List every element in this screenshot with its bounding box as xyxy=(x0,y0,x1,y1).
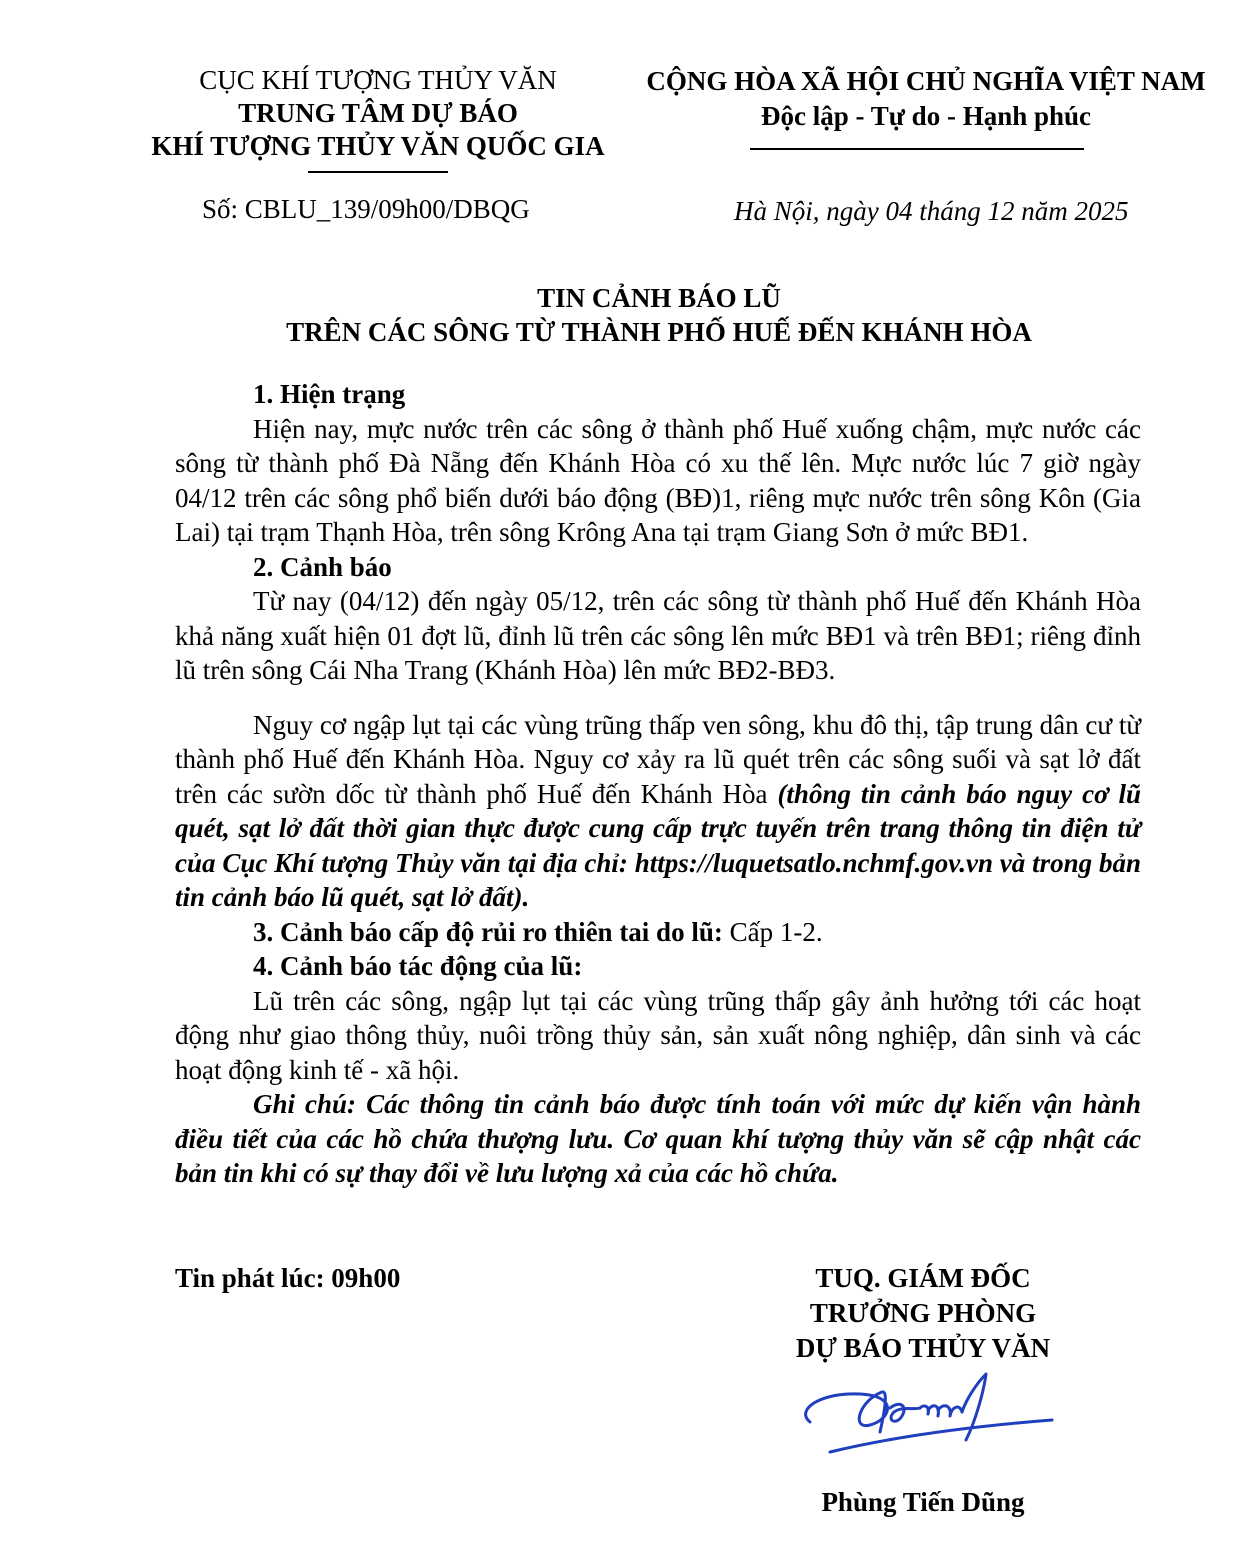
document-date: Hà Nội, ngày 04 tháng 12 năm 2025 xyxy=(734,196,1129,226)
section-2-heading: 2. Cảnh báo xyxy=(253,551,392,582)
agency-parent: CỤC KHÍ TƯỢNG THỦY VĂN xyxy=(199,65,557,95)
section-3 xyxy=(175,915,1141,950)
section-1-body: Hiện nay, mực nước trên các sông ở thành phố Huế xuống chậm, mực nước các sông từ thành phố Đà Nẵng đến Khánh Hòa có xu thế lên. Mực nước lúc 7 giờ ngày 04/12 trên các sông phổ biến dưới báo động (BĐ)1, riêng mực nước trên sông Kôn (Gia Lai) tại trạm Thạnh Hòa, trên sông Krông Ana tại trạm Giang Sơn ở mức BĐ1. xyxy=(175,413,1141,547)
title-line-2: TRÊN CÁC SÔNG TỪ THÀNH PHỐ HUẾ ĐẾN KHÁNH HÒA xyxy=(286,317,1032,347)
agency-center: TRUNG TÂM DỰ BÁO xyxy=(238,98,518,128)
document-number: Số: CBLU_139/09h00/DBQG xyxy=(202,194,530,224)
document-body xyxy=(175,377,1141,1191)
section-2-paragraph-2 xyxy=(175,708,1141,915)
national-motto xyxy=(626,64,1226,134)
document-title xyxy=(0,281,1258,349)
flash-flood-info-note: (thông tin cảnh báo nguy cơ lũ quét, sạt lở đất thời gian thực được cung cấp trực tuyến trên trang thông tin điện tử của Cục Khí tượng Thủy văn tại địa chỉ: https://luquetsatlo.nchmf.gov.vn và trong bản tin cảnh báo lũ quét, sạt lở đất). xyxy=(175,778,1141,912)
title-line-1: TIN CẢNH BÁO LŨ xyxy=(537,283,781,313)
signatory-title xyxy=(760,1261,1086,1366)
handwritten-signature xyxy=(790,1370,1060,1475)
issuing-agency xyxy=(120,64,636,163)
note: Ghi chú: Các thông tin cảnh báo được tính toán với mức dự kiến vận hành điều tiết của các hồ chứa thượng lưu. Cơ quan khí tượng thủy văn sẽ cập nhật các bản tin khi có sự thay đổi về lưu lượng xả của các hồ chứa. xyxy=(175,1089,1141,1188)
signer-name: Phùng Tiến Dũng xyxy=(821,1487,1025,1517)
agency-center-name: KHÍ TƯỢNG THỦY VĂN QUỐC GIA xyxy=(151,131,605,161)
risk-text: Nguy cơ ngập lụt tại các vùng trũng thấp ven sông, khu đô thị, tập trung dân cư từ thành phố Huế đến Khánh Hòa. Nguy cơ xảy ra lũ quét trên các sông suối và sạt lở đất trên các sườn dốc từ thành phố Huế đến Khánh Hòa xyxy=(175,709,1141,809)
agency-underline xyxy=(308,171,448,173)
signatory-line-1: TUQ. GIÁM ĐỐC xyxy=(815,1263,1031,1293)
country-name: CỘNG HÒA XÃ HỘI CHỦ NGHĨA VIỆT NAM xyxy=(646,66,1206,96)
motto-underline xyxy=(750,148,1084,150)
risk-level-value: Cấp 1-2. xyxy=(722,916,823,947)
section-3-heading: 3. Cảnh báo cấp độ rủi ro thiên tai do lũ: xyxy=(253,916,723,947)
issue-time: Tin phát lúc: 09h00 xyxy=(175,1263,401,1293)
section-1-heading: 1. Hiện trạng xyxy=(253,379,406,409)
section-2-paragraph-1: Từ nay (04/12) đến ngày 05/12, trên các sông từ thành phố Huế đến Khánh Hòa khả năng xuất hiện 01 đợt lũ, đỉnh lũ trên các sông lên mức BĐ1 và trên BĐ1; riêng đỉnh lũ trên sông Cái Nha Trang (Khánh Hòa) lên mức BĐ2-BĐ3. xyxy=(175,586,1141,685)
motto: Độc lập - Tự do - Hạnh phúc xyxy=(760,101,1092,131)
signatory-line-2: TRƯỞNG PHÒNG xyxy=(809,1298,1037,1328)
section-4-heading: 4. Cảnh báo tác động của lũ: xyxy=(253,951,583,981)
section-4-body: Lũ trên các sông, ngập lụt tại các vùng trũng thấp gây ảnh hưởng tới các hoạt động như giao thông thủy, nuôi trồng thủy sản, sản xuất nông nghiệp, dân sinh và các hoạt động kinh tế - xã hội. xyxy=(175,985,1141,1085)
signatory-line-3: DỰ BÁO THỦY VĂN xyxy=(795,1333,1051,1363)
